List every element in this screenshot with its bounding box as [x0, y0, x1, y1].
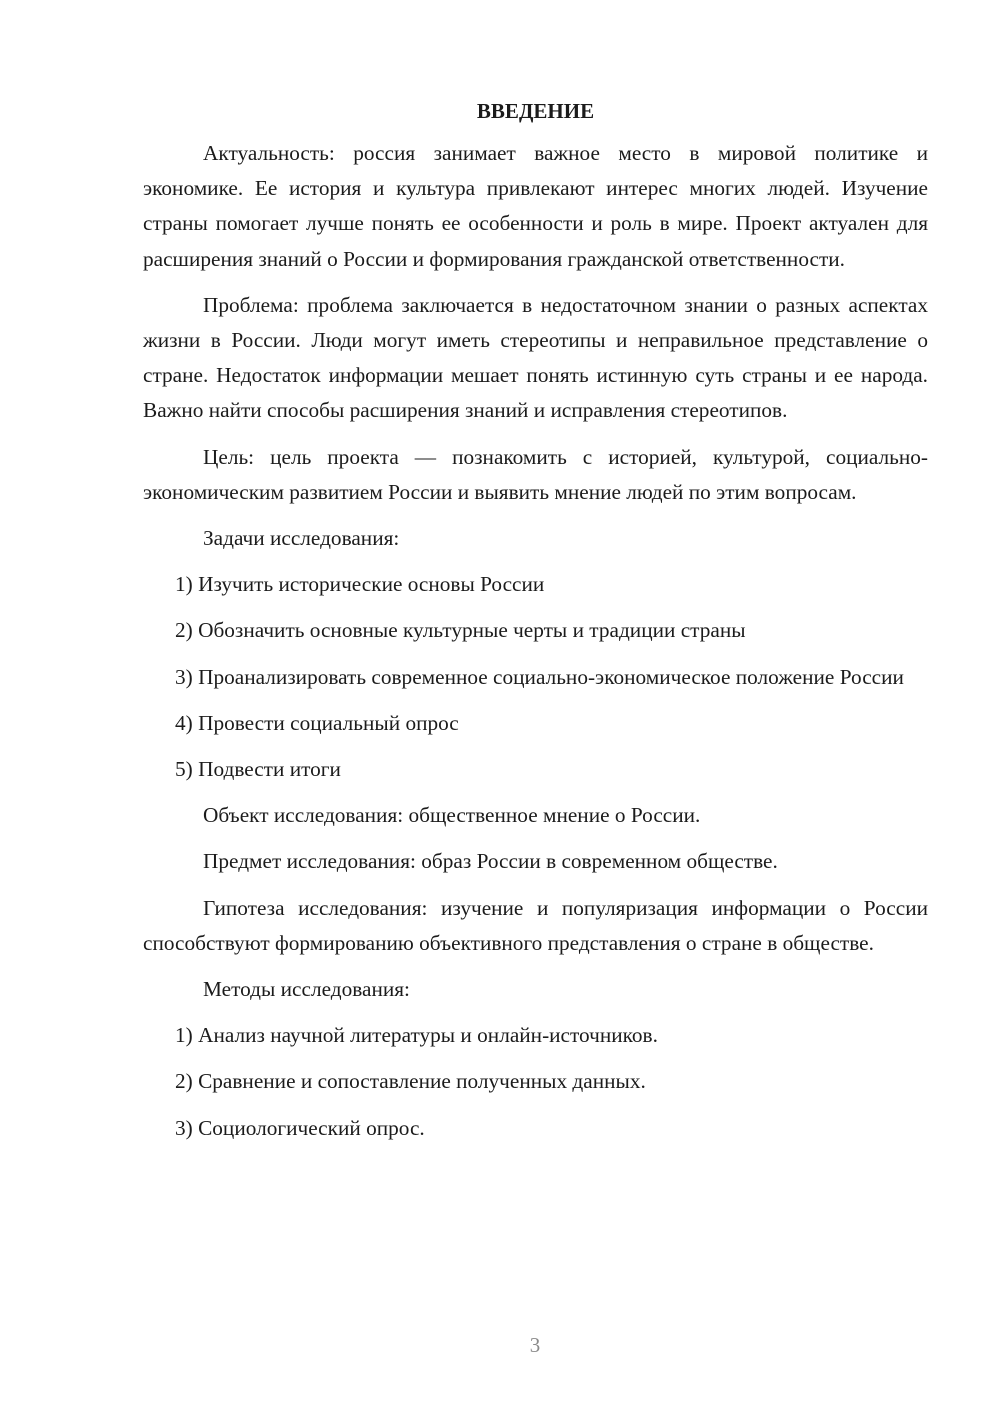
object-paragraph: Объект исследования: общественное мнение о России. — [203, 803, 701, 828]
page-number: 3 — [529, 1333, 541, 1357]
task-item-2: 2) Обозначить основные культурные черты и традиции страны — [175, 618, 746, 643]
methods-title: Методы исследования: — [203, 977, 410, 1002]
method-item-1: 1) Анализ научной литературы и онлайн-источников. — [175, 1023, 658, 1048]
goal-paragraph: Цель: цель проекта — познакомить с историей, культурой, социально-экономическим развитием России и выявить мнение людей по этим вопросам. — [143, 444, 928, 504]
task-item-1: 1) Изучить исторические основы России — [175, 572, 545, 597]
task-item-3: 3) Проанализировать современное социально-экономическое положение России — [175, 664, 904, 689]
tasks-title: Задачи исследования: — [203, 526, 400, 551]
problem-paragraph: Проблема: проблема заключается в недостаточном знании о разных аспектах жизни в России. Люди могут иметь стереотипы и неправильное представление о стране. Недостаток информации мешает понять истинную суть страны и ее народа. Важно найти способы расширения знаний и исправления стереотипов. — [143, 292, 928, 423]
subject-paragraph: Предмет исследования: образ России в современном обществе. — [203, 849, 778, 874]
task-item-5: 5) Подвести итоги — [175, 757, 341, 782]
hypothesis-paragraph: Гипотеза исследования: изучение и популяризация информации о России способствуют формированию объективного представления о стране в обществе. — [143, 895, 928, 955]
section-heading: ВВЕДЕНИЕ — [476, 99, 595, 123]
document-page — [143, 96, 928, 1157]
method-item-2: 2) Сравнение и сопоставление полученных данных. — [175, 1069, 646, 1094]
task-item-4: 4) Провести социальный опрос — [175, 710, 459, 735]
method-item-3: 3) Социологический опрос. — [175, 1115, 425, 1140]
relevance-paragraph: Актуальность: россия занимает важное место в мировой политике и экономике. Ее история и культура привлекают интерес многих людей. Изучение страны помогает лучше понять ее особенности и роль в мире. Проект актуален для расширения знаний о России и формирования гражданской ответственности. — [143, 141, 928, 271]
